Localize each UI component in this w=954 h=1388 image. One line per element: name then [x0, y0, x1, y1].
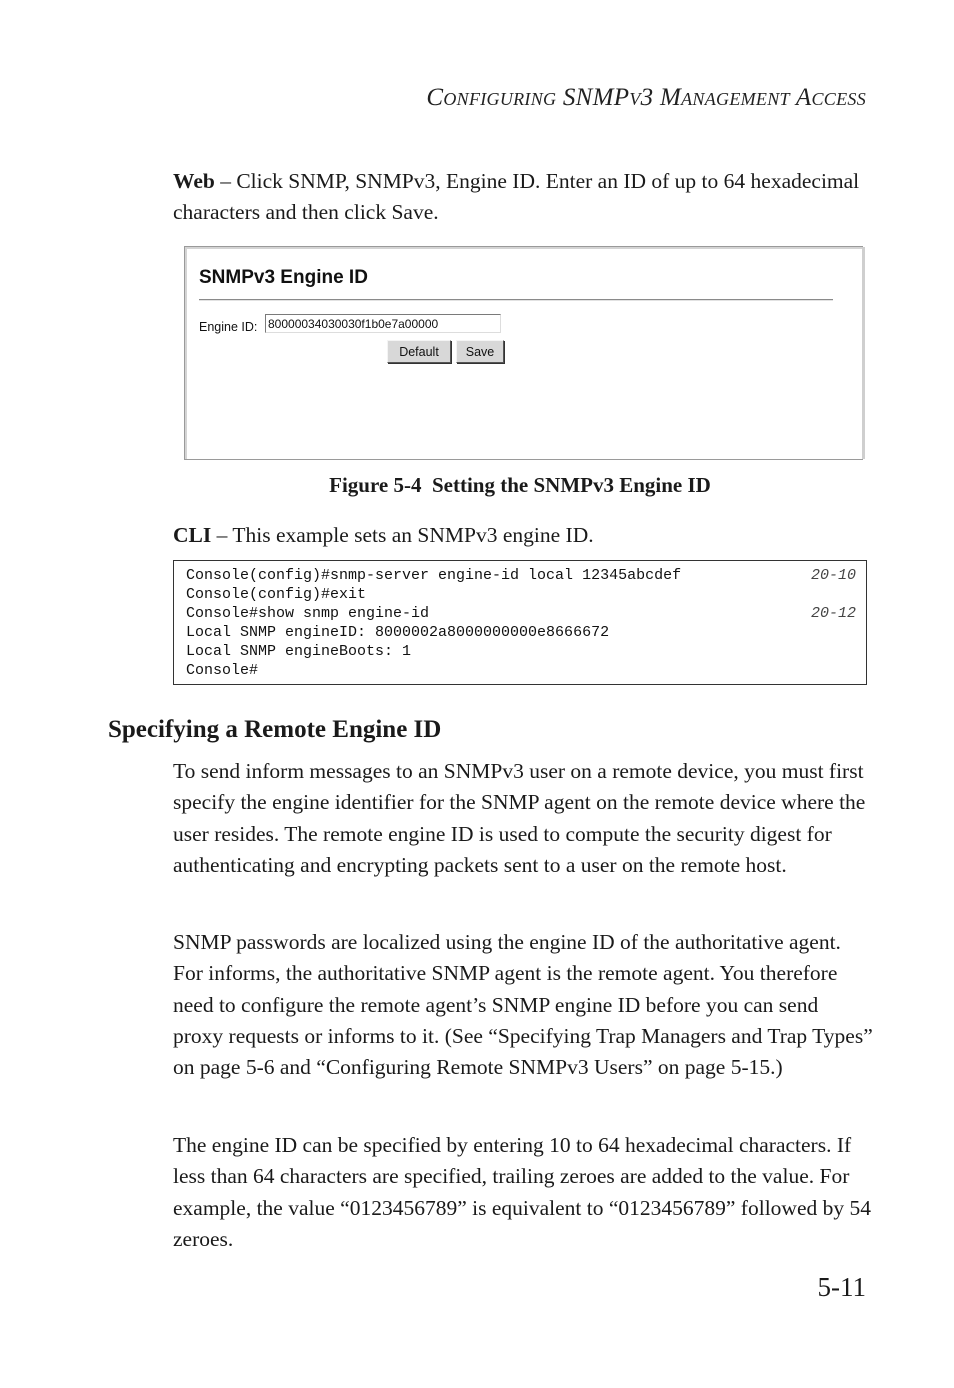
screenshot-title: SNMPv3 Engine ID	[199, 267, 368, 288]
figure-caption: Figure 5-4 Setting the SNMPv3 Engine ID	[329, 473, 711, 497]
code-line: Console#show snmp engine-id	[186, 605, 430, 622]
code-line: Console#	[186, 662, 259, 679]
cli-lead: CLI	[173, 523, 212, 547]
code-page-ref: 20-12	[810, 605, 856, 622]
code-line: Local SNMP engineBoots: 1	[186, 643, 412, 660]
body-paragraph: SNMP passwords are localized using the engine ID of the authoritative agent. For informs, the authoritative SNMP agent is the remote agent. You therefore need to configure the remote agent’s SNMP engine ID before you can send proxy requests or informs to it. (See “Specifying Trap Managers and Trap Types” on page 5-6 and “Configuring Remote SNMPv3 Users” on page 5-15.)	[173, 930, 873, 1080]
default-button[interactable]: Default	[387, 340, 451, 363]
engine-id-input[interactable]	[265, 314, 501, 333]
code-block	[173, 560, 867, 685]
code-line: Console(config)#snmp-server engine-id local 12345abcdef	[186, 567, 682, 584]
running-head: Configuring SNMPv3 Management Access	[426, 84, 866, 111]
section-heading: Specifying a Remote Engine ID	[108, 716, 442, 743]
body-paragraph: The engine ID can be specified by entering 10 to 64 hexadecimal characters. If less than 64 characters are specified, trailing zeroes are added to the value. For example, the value “0123456789” is equivalent to “0123456789” followed by 54 zeroes.	[173, 1133, 871, 1251]
code-line: Console(config)#exit	[186, 586, 367, 603]
page-number: 5-11	[817, 1272, 866, 1302]
intro-lead: Web	[173, 169, 215, 193]
save-button[interactable]: Save	[456, 340, 504, 363]
title-divider	[199, 299, 833, 301]
body-paragraph: To send inform messages to an SNMPv3 user on a remote device, you must first specify the engine identifier for the SNMP agent on the remote device where the user resides. The remote engine ID is used to compute the security digest for authenticating and encrypting packets sent to a user on the remote host.	[173, 759, 866, 877]
intro-text: – Click SNMP, SNMPv3, Engine ID. Enter an ID of up to 64 hexadecimal characters and then click Save.	[173, 169, 860, 225]
code-line: Local SNMP engineID: 8000002a8000000000e8666672	[186, 624, 610, 641]
engine-id-screenshot	[184, 246, 863, 460]
code-page-ref: 20-10	[810, 567, 856, 584]
screenshot-edge	[862, 247, 865, 459]
cli-paragraph	[173, 523, 594, 548]
engine-id-label: Engine ID:	[199, 320, 258, 334]
cli-text: – This example sets an SNMPv3 engine ID.	[211, 523, 594, 547]
intro-paragraph	[173, 166, 873, 229]
